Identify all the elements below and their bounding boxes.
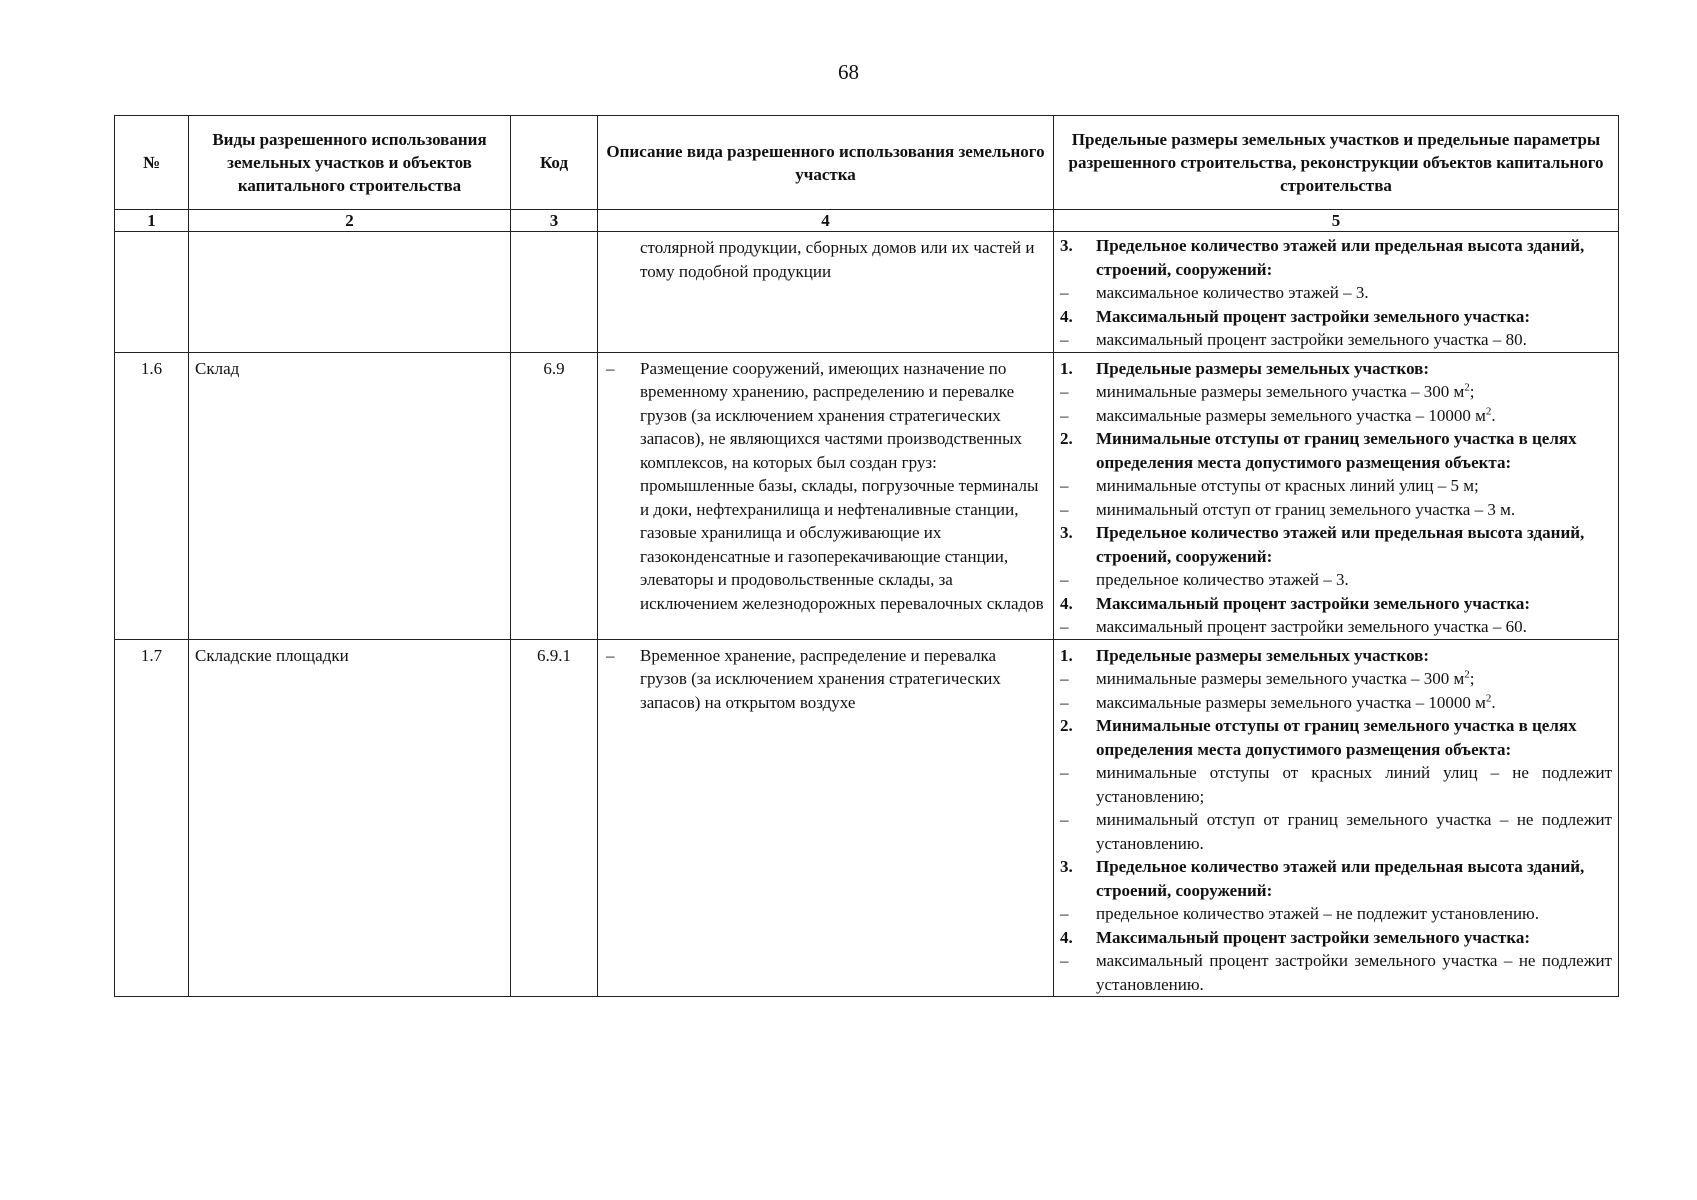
parameter-item xyxy=(1060,691,1612,715)
parameter-text: Минимальные отступы от границ земельного участка в целях определения места допустимого размещения объекта: xyxy=(1096,429,1577,472)
parameter-heading xyxy=(1060,305,1612,329)
column-number-row xyxy=(115,210,1619,232)
parameter-item xyxy=(1060,808,1612,855)
parameter-text: предельное количество этажей – не подлежит установлению. xyxy=(1096,904,1540,923)
list-marker: 3. xyxy=(1060,523,1073,542)
superscript: 2 xyxy=(1485,404,1492,417)
list-marker: – xyxy=(1060,951,1069,970)
column-number: 5 xyxy=(1054,210,1619,232)
parameters xyxy=(1054,639,1619,997)
parameter-text: предельное количество этажей – 3. xyxy=(1096,570,1349,589)
parameter-text: максимальные размеры земельного участка – 10000 м xyxy=(1096,405,1486,425)
header-row xyxy=(115,116,1619,210)
row-number xyxy=(115,232,189,353)
table-row xyxy=(115,232,1619,353)
parameter-heading xyxy=(1060,644,1612,668)
header-number: № xyxy=(115,116,189,210)
parameter-heading xyxy=(1060,714,1612,761)
use-type-name xyxy=(189,232,511,353)
parameter-text: минимальные размеры земельного участка – 300 м xyxy=(1096,669,1465,688)
description-item: – Размещение сооружений, имеющих назначение по временному хранению, распределению и перевалке грузов (за исключением хранения стратегических запасов), не являющихся частями производственных комплексов, на которых был создан груз: промышленные базы, склады, погрузочные терминалы и доки, нефтехранилища и нефтеналивные станции, газовые хранилища и обслуживающие их газоконденсатные и газоперекачивающие станции, элеваторы и продовольственные склады, за исключением железнодорожных перевалочных складов xyxy=(604,357,1047,616)
list-marker: – xyxy=(1060,669,1069,688)
parameter-text: Минимальные отступы от границ земельного участка в целях определения места допустимого размещения объекта: xyxy=(1096,716,1577,759)
list-marker: – xyxy=(1060,476,1069,495)
header-description: Описание вида разрешенного использования земельного участка xyxy=(598,116,1054,210)
list-marker: – xyxy=(1060,499,1069,519)
parameter-text: Максимальный процент застройки земельного участка: xyxy=(1096,306,1531,326)
parameter-text: минимальные отступы от красных линий улиц – не подлежит установлению; xyxy=(1096,763,1612,806)
punctuation: ; xyxy=(1469,669,1475,688)
parameter-item xyxy=(1060,667,1612,691)
parameter-heading xyxy=(1060,357,1612,381)
parameter-item xyxy=(1060,380,1612,404)
list-marker: – xyxy=(1060,692,1069,712)
use-type-name: Склад xyxy=(189,352,511,639)
punctuation: . xyxy=(1491,692,1496,712)
parameter-text: Предельное количество этажей или предельная высота зданий, строений, сооружений: xyxy=(1096,236,1585,279)
row-number: 1.6 xyxy=(115,352,189,639)
zoning-table xyxy=(114,115,1619,997)
use-type-code: 6.9 xyxy=(511,352,598,639)
parameter-text: максимальный процент застройки земельного участка – не подлежит установлению. xyxy=(1096,951,1612,994)
parameter-text: максимальный процент застройки земельного участка – 60. xyxy=(1096,617,1527,636)
parameter-text: максимальные размеры земельного участка – 10000 м xyxy=(1096,692,1486,712)
parameter-text: минимальный отступ от границ земельного участка – 3 м. xyxy=(1096,499,1516,519)
parameter-heading xyxy=(1060,855,1612,902)
column-number: 2 xyxy=(189,210,511,232)
punctuation: ; xyxy=(1469,382,1475,401)
parameter-heading xyxy=(1060,592,1612,616)
list-marker: – xyxy=(1060,330,1069,349)
parameter-text: Предельное количество этажей или предельная высота зданий, строений, сооружений: xyxy=(1096,857,1585,900)
parameter-item xyxy=(1060,498,1612,522)
use-type-code xyxy=(511,232,598,353)
description-continuation: столярной продукции, сборных домов или их частей и тому подобной продукции xyxy=(640,238,1035,281)
list-marker: 3. xyxy=(1060,236,1073,255)
parameter-item xyxy=(1060,281,1612,305)
parameter-text: минимальные отступы от красных линий улиц – 5 м; xyxy=(1096,476,1479,495)
use-description xyxy=(598,639,1054,997)
list-marker: 1. xyxy=(1060,645,1073,665)
parameter-text: Предельные размеры земельных участков: xyxy=(1096,358,1430,378)
list-marker: 4. xyxy=(1060,927,1073,947)
list-marker: – xyxy=(1060,570,1069,589)
parameter-heading xyxy=(1060,926,1612,950)
parameter-text: максимальный процент застройки земельного участка – 80. xyxy=(1096,330,1527,349)
page-number: 68 xyxy=(838,60,859,84)
use-description xyxy=(598,232,1054,353)
list-marker: 2. xyxy=(1060,716,1073,735)
punctuation: . xyxy=(1491,405,1496,425)
use-type-name: Складские площадки xyxy=(189,639,511,997)
list-marker: 3. xyxy=(1060,857,1073,876)
list-marker: – xyxy=(1060,382,1069,401)
list-marker: 4. xyxy=(1060,306,1073,326)
parameter-heading xyxy=(1060,234,1612,281)
description-item: – Временное хранение, распределение и перевалка грузов (за исключением хранения стратегических запасов) на открытом воздухе xyxy=(604,644,1047,715)
list-marker: – xyxy=(1060,904,1069,923)
superscript: 2 xyxy=(1464,668,1470,681)
list-marker: – xyxy=(1060,405,1069,425)
parameter-item xyxy=(1060,474,1612,498)
list-marker: 2. xyxy=(1060,429,1073,448)
use-type-code: 6.9.1 xyxy=(511,639,598,997)
header-code: Код xyxy=(511,116,598,210)
parameter-item xyxy=(1060,568,1612,592)
parameter-text: максимальное количество этажей – 3. xyxy=(1096,283,1369,302)
parameter-item xyxy=(1060,615,1612,639)
parameter-item xyxy=(1060,404,1612,428)
list-marker: – xyxy=(1060,763,1069,782)
parameter-item xyxy=(1060,328,1612,352)
table-row xyxy=(115,639,1619,997)
parameter-text: Максимальный процент застройки земельного участка: xyxy=(1096,593,1531,613)
parameter-item xyxy=(1060,761,1612,808)
parameters xyxy=(1054,352,1619,639)
parameter-text: Предельные размеры земельных участков: xyxy=(1096,645,1430,665)
parameter-text: Максимальный процент застройки земельного участка: xyxy=(1096,927,1531,947)
table-row xyxy=(115,352,1619,639)
parameter-heading xyxy=(1060,427,1612,474)
parameter-item xyxy=(1060,902,1612,926)
list-marker: 4. xyxy=(1060,593,1073,613)
parameter-text: минимальные размеры земельного участка – 300 м xyxy=(1096,382,1465,401)
list-marker: – xyxy=(1060,283,1069,302)
list-marker: – xyxy=(1060,810,1069,829)
superscript: 2 xyxy=(1464,381,1470,394)
column-number: 1 xyxy=(115,210,189,232)
column-number: 4 xyxy=(598,210,1054,232)
parameter-item xyxy=(1060,949,1612,996)
superscript: 2 xyxy=(1485,691,1492,704)
row-number: 1.7 xyxy=(115,639,189,997)
list-marker: 1. xyxy=(1060,358,1073,378)
list-marker: – xyxy=(1060,617,1069,636)
parameter-heading xyxy=(1060,521,1612,568)
use-description xyxy=(598,352,1054,639)
parameter-text: минимальный отступ от границ земельного участка – не подлежит установлению. xyxy=(1096,810,1612,853)
header-parameters: Предельные размеры земельных участков и предельные параметры разрешенного строительства, реконструкции объектов капитального строительства xyxy=(1054,116,1619,210)
header-use-type: Виды разрешенного использования земельных участков и объектов капитального строительства xyxy=(189,116,511,210)
parameters xyxy=(1054,232,1619,353)
parameter-text: Предельное количество этажей или предельная высота зданий, строений, сооружений: xyxy=(1096,523,1585,566)
column-number: 3 xyxy=(511,210,598,232)
